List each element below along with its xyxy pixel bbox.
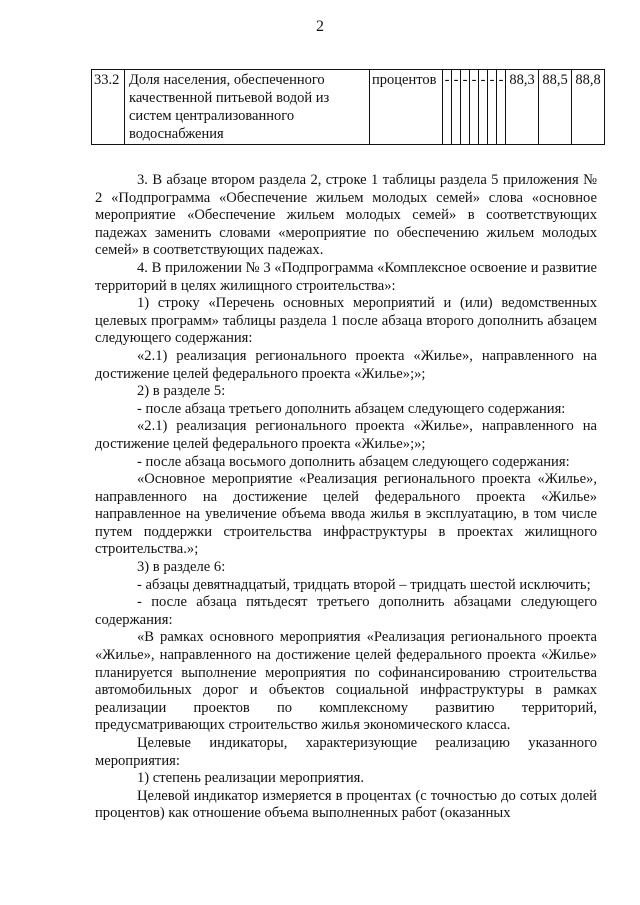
value-cell: - <box>443 70 452 145</box>
row-number: 33.2 <box>92 70 125 145</box>
value-cell: - <box>470 70 479 145</box>
quote-2-1-b: «2.1) реализация регионального проекта «Жилье», направленного на достижение целей федерального проекта «Жилье»;»; <box>95 418 597 452</box>
bullet-after-53: - после абзаца пятьдесят третьего дополнить абзацами следующего содержания: <box>95 594 597 628</box>
paragraph-4-2: 2) в разделе 5: <box>137 383 226 400</box>
paragraph-4-1: 1) строку «Перечень основных мероприятий и (или) ведомственных целевых программ» таблицы раздела 1 после абзаца второго дополнить абзацем следующего содержания: <box>95 295 597 347</box>
quote-framework: «В рамках основного мероприятия «Реализация регионального проекта «Жилье», направленного на достижение целей федерального проекта «Жилье» планируется выполнение мероприятия по софинансированию строительства автомобильных дорог и объектов социальной инфраструктуры в рамках реализации проектов по комплексному развитию территорий, предусматривающих строительство жилья экономического класса. <box>95 629 597 734</box>
paragraph-indicators: Целевые индикаторы, характеризующие реализацию указанного мероприятия: <box>95 735 597 769</box>
bullet-after-third: - после абзаца третьего дополнить абзацем следующего содержания: <box>137 400 566 417</box>
table-row <box>92 70 605 145</box>
unit-cell: процентов <box>370 70 443 145</box>
bullet-exclude: - абзацы девятнадцатый, тридцать второй – тридцать шестой исключить; <box>137 576 591 593</box>
value-cell: - <box>497 70 506 145</box>
value-cell: 88,5 <box>539 70 572 145</box>
quote-main-measure: «Основное мероприятие «Реализация регионального проекта «Жилье», направленного на достижение целей федерального проекта «Жилье» направленное на увеличение объема ввода жилья в эксплуатацию, в том числе путем поддержки строительства инфраструктуры в проектах жилищного строительства.»; <box>95 471 597 558</box>
paragraph-3: 3. В абзаце втором раздела 2, строке 1 таблицы раздела 5 приложения № 2 «Подпрограмма «Обеспечение жильем молодых семей» слова «основное мероприятие «Обеспечение жильем молодых семей» в соответствующих падежах заменить словами «мероприятие по обеспечению жильем молодых семей» в соответствующих падежах. <box>95 172 597 259</box>
value-cell: 88,3 <box>506 70 539 145</box>
bullet-after-eighth: - после абзаца восьмого дополнить абзацем следующего содержания: <box>137 453 570 470</box>
indicator-table <box>91 69 605 145</box>
value-cell: - <box>479 70 488 145</box>
value-cell: - <box>461 70 470 145</box>
value-cell: - <box>452 70 461 145</box>
paragraph-degree: 1) степень реализации мероприятия. <box>137 770 364 787</box>
paragraph-4: 4. В приложении № 3 «Подпрограмма «Комплексное освоение и развитие территорий в целях жилищного строительства»: <box>95 259 597 294</box>
paragraph-measure: Целевой индикатор измеряется в процентах (с точностью до сотых долей процентов) как отношение объема выполненных работ (оказанных <box>95 787 597 822</box>
quote-2-1: «2.1) реализация регионального проекта «Жилье», направленного на достижение целей федерального проекта «Жилье»;»; <box>95 347 597 382</box>
indicator-name: Доля населения, обеспеченного качественной питьевой водой из систем централизованного водоснабжения <box>125 70 370 145</box>
value-cell: 88,8 <box>572 70 605 145</box>
value-cell: - <box>488 70 497 145</box>
paragraph-4-3: 3) в разделе 6: <box>137 559 226 576</box>
document-body <box>95 172 597 823</box>
page-number: 2 <box>316 18 324 35</box>
